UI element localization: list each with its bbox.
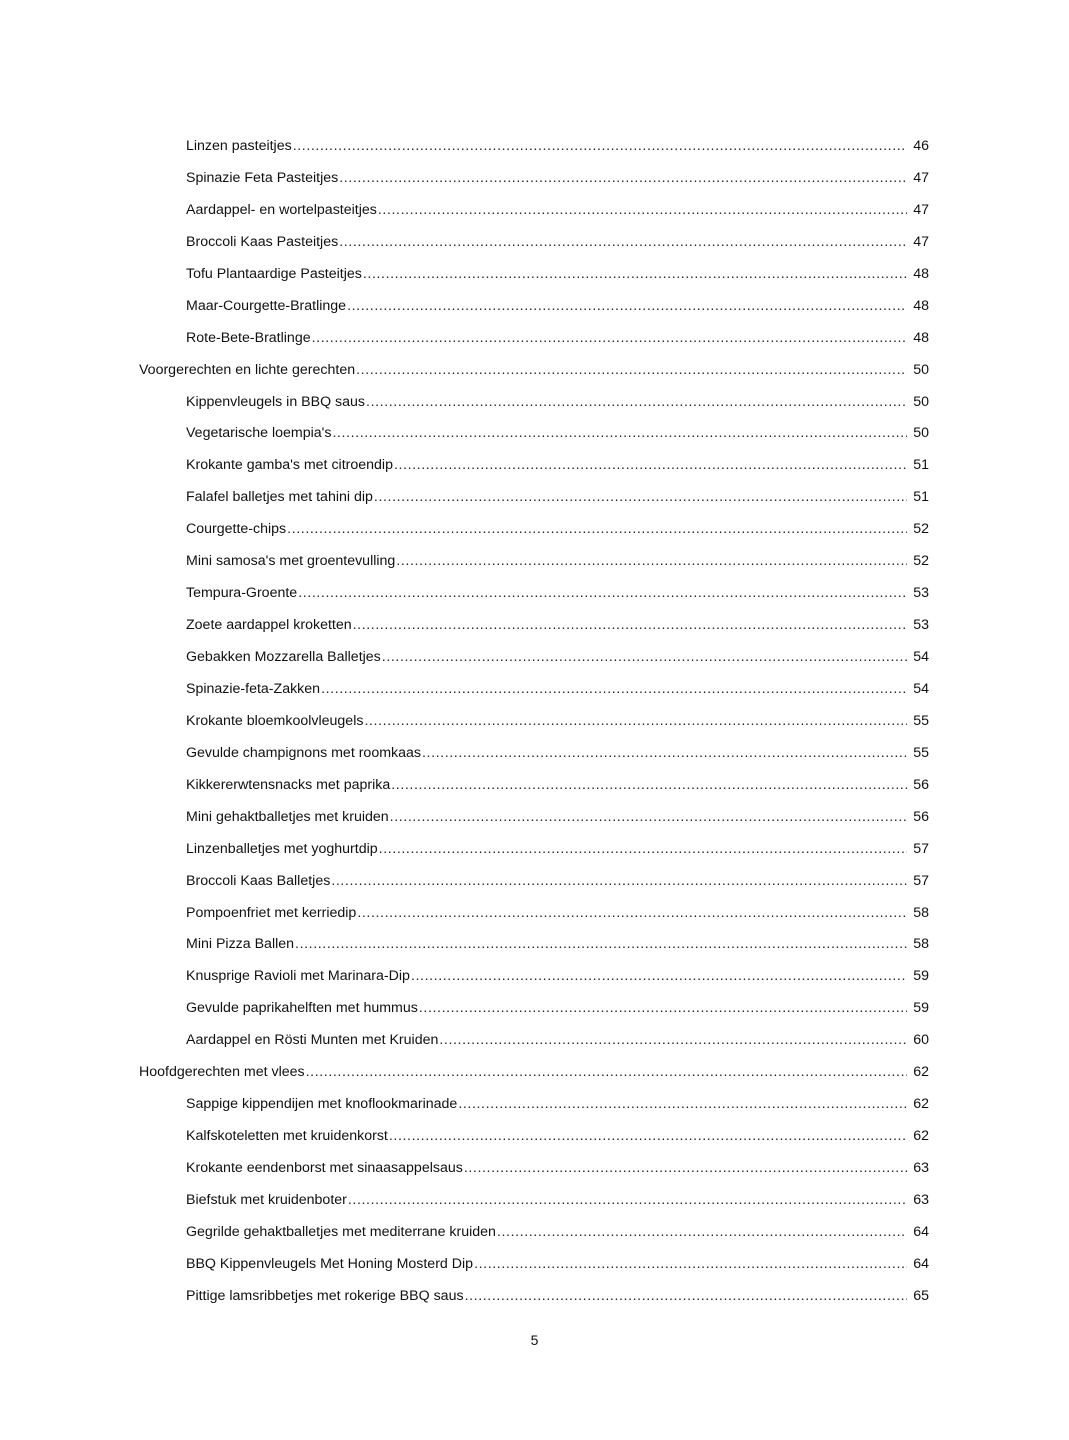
toc-entry-title: Kalfskoteletten met kruidenkorst bbox=[186, 1128, 388, 1145]
toc-entry-line bbox=[186, 394, 929, 410]
toc-entry-title: Krokante eendenborst met sinaasappelsaus bbox=[186, 1160, 463, 1176]
toc-entry[interactable] bbox=[0, 164, 1069, 196]
toc-entry-title: Courgette-chips bbox=[186, 521, 287, 538]
table-of-contents bbox=[0, 132, 1069, 1314]
toc-entry-line bbox=[186, 873, 929, 889]
toc-entry[interactable] bbox=[0, 579, 1069, 611]
toc-entry-title: Broccoli Kaas Pasteitjes bbox=[186, 233, 339, 250]
toc-entry-page-number: 47 bbox=[913, 201, 929, 218]
toc-entry-title: Linzenballetjes met yoghurtdip bbox=[186, 840, 378, 857]
dot-leader bbox=[366, 394, 907, 410]
toc-entry-page-number: 53 bbox=[913, 617, 929, 634]
toc-entry-page-number: 62 bbox=[913, 1128, 929, 1145]
toc-entry-line bbox=[186, 745, 929, 761]
toc-entry[interactable] bbox=[0, 994, 1069, 1026]
toc-entry-page-number: 57 bbox=[913, 840, 929, 857]
toc-entry-line bbox=[186, 553, 929, 569]
toc-entry-page-number: 54 bbox=[913, 680, 929, 697]
toc-entry-line bbox=[186, 521, 929, 537]
dot-leader bbox=[363, 266, 907, 282]
toc-entry[interactable] bbox=[0, 1154, 1069, 1186]
toc-entry[interactable] bbox=[0, 515, 1069, 547]
toc-entry-title: Vegetarische loempia's bbox=[186, 425, 332, 442]
toc-entry-line bbox=[186, 713, 929, 729]
toc-entry-page-number: 48 bbox=[913, 265, 929, 282]
dot-leader bbox=[331, 873, 907, 889]
dot-leader bbox=[321, 681, 907, 697]
toc-entry-line bbox=[186, 777, 929, 793]
dot-leader bbox=[458, 1096, 907, 1112]
dot-leader bbox=[356, 362, 907, 378]
toc-entry-line bbox=[139, 362, 929, 378]
dot-leader bbox=[419, 1000, 907, 1016]
toc-entry-title: Mini samosa's met groentevulling bbox=[186, 553, 396, 570]
page-number: 5 bbox=[530, 1332, 539, 1348]
dot-leader bbox=[353, 617, 907, 633]
dot-leader bbox=[474, 1256, 907, 1272]
toc-entry-page-number: 56 bbox=[913, 776, 929, 793]
toc-entry-page-number: 47 bbox=[913, 169, 929, 186]
dot-leader bbox=[347, 298, 907, 314]
toc-entry-title: Maar-Courgette-Bratlinge bbox=[186, 297, 347, 314]
toc-entry-title: Pompoenfriet met kerriedip bbox=[186, 904, 357, 921]
dot-leader bbox=[411, 968, 907, 984]
toc-entry-line bbox=[186, 489, 929, 505]
dot-leader bbox=[295, 936, 907, 952]
toc-entry-page-number: 46 bbox=[913, 138, 929, 154]
dot-leader bbox=[306, 1064, 907, 1080]
dot-leader bbox=[439, 1032, 907, 1048]
toc-entry-page-number: 58 bbox=[913, 936, 929, 953]
toc-entry[interactable] bbox=[0, 835, 1069, 867]
toc-entry-title: Broccoli Kaas Balletjes bbox=[186, 872, 331, 889]
toc-section-entry[interactable] bbox=[0, 356, 1069, 388]
toc-entry-title: Spinazie Feta Pasteitjes bbox=[186, 169, 339, 186]
toc-entry-line bbox=[186, 1160, 929, 1176]
toc-entry-page-number: 57 bbox=[913, 872, 929, 889]
toc-entry-title: Pittige lamsribbetjes met rokerige BBQ saus bbox=[186, 1287, 464, 1304]
toc-entry[interactable] bbox=[0, 803, 1069, 835]
dot-leader bbox=[357, 905, 907, 921]
toc-entry-line bbox=[186, 266, 929, 282]
toc-entry-title: Falafel balletjes met tahini dip bbox=[186, 489, 373, 506]
toc-entry-line bbox=[186, 1000, 929, 1016]
toc-entry-page-number: 62 bbox=[913, 1064, 929, 1081]
toc-entry-line bbox=[186, 1032, 929, 1048]
dot-leader bbox=[293, 138, 907, 154]
toc-entry-line bbox=[186, 457, 929, 473]
toc-entry-page-number: 55 bbox=[913, 744, 929, 761]
toc-entry-title: Rote-Bete-Bratlinge bbox=[186, 329, 311, 346]
toc-entry[interactable] bbox=[0, 228, 1069, 260]
toc-entry[interactable] bbox=[0, 962, 1069, 994]
toc-entry-line bbox=[186, 425, 929, 441]
toc-entry-line bbox=[186, 936, 929, 952]
toc-entry-page-number: 59 bbox=[913, 968, 929, 985]
toc-entry-title: Gegrilde gehaktballetjes met mediterrane kruiden bbox=[186, 1223, 496, 1240]
toc-entry[interactable] bbox=[0, 1250, 1069, 1282]
toc-entry-title: Biefstuk met kruidenboter bbox=[186, 1191, 347, 1208]
toc-entry[interactable] bbox=[0, 260, 1069, 292]
toc-entry-page-number: 56 bbox=[913, 808, 929, 825]
toc-entry-page-number: 62 bbox=[913, 1096, 929, 1113]
dot-leader bbox=[287, 521, 907, 537]
toc-entry-line bbox=[186, 905, 929, 921]
toc-entry[interactable] bbox=[0, 675, 1069, 707]
toc-entry-page-number: 51 bbox=[913, 489, 929, 506]
dot-leader bbox=[339, 170, 907, 186]
toc-entry-page-number: 63 bbox=[913, 1191, 929, 1208]
toc-entry-page-number: 64 bbox=[913, 1255, 929, 1272]
dot-leader bbox=[378, 202, 907, 218]
dot-leader bbox=[348, 1192, 907, 1208]
toc-entry-title: Linzen pasteitjes bbox=[186, 138, 292, 154]
toc-entry[interactable] bbox=[0, 132, 1069, 164]
dot-leader bbox=[390, 809, 907, 825]
toc-entry-page-number: 59 bbox=[913, 1000, 929, 1017]
dot-leader bbox=[391, 777, 907, 793]
toc-entry-page-number: 55 bbox=[913, 712, 929, 729]
toc-entry-page-number: 63 bbox=[913, 1160, 929, 1176]
toc-entry-page-number: 53 bbox=[913, 585, 929, 602]
toc-entry-title: Tofu Plantaardige Pasteitjes bbox=[186, 265, 362, 282]
toc-entry-page-number: 48 bbox=[913, 329, 929, 346]
toc-entry[interactable] bbox=[0, 324, 1069, 356]
toc-entry-line bbox=[186, 968, 929, 984]
toc-entry-title: Voorgerechten en lichte gerechten bbox=[139, 361, 356, 378]
toc-entry-line bbox=[186, 202, 929, 218]
toc-entry-line bbox=[186, 1128, 929, 1144]
toc-entry-page-number: 65 bbox=[913, 1287, 929, 1304]
toc-entry-title: Krokante bloemkoolvleugels bbox=[186, 712, 364, 729]
toc-entry-line bbox=[186, 234, 929, 250]
toc-entry[interactable] bbox=[0, 930, 1069, 962]
toc-entry[interactable] bbox=[0, 419, 1069, 451]
dot-leader bbox=[339, 234, 907, 250]
toc-entry[interactable] bbox=[0, 1026, 1069, 1058]
dot-leader bbox=[465, 1288, 907, 1304]
toc-entry-title: Kippenvleugels in BBQ saus bbox=[186, 393, 366, 410]
dot-leader bbox=[422, 745, 907, 761]
dot-leader bbox=[298, 585, 907, 601]
toc-section-entry[interactable] bbox=[0, 1058, 1069, 1090]
toc-entry-title: Gevulde paprikahelften met hummus bbox=[186, 1000, 418, 1017]
toc-entry[interactable] bbox=[0, 1122, 1069, 1154]
toc-entry-page-number: 52 bbox=[913, 521, 929, 538]
dot-leader bbox=[497, 1224, 907, 1240]
toc-entry-line bbox=[186, 1224, 929, 1240]
toc-entry-title: Tempura-Groente bbox=[186, 585, 298, 602]
toc-entry-line bbox=[186, 585, 929, 601]
toc-entry-title: Kikkererwtensnacks met paprika bbox=[186, 776, 391, 793]
toc-entry[interactable] bbox=[0, 611, 1069, 643]
toc-entry-line bbox=[186, 1256, 929, 1272]
toc-entry-page-number: 50 bbox=[913, 361, 929, 378]
toc-entry-title: Spinazie-feta-Zakken bbox=[186, 680, 321, 697]
toc-entry-page-number: 60 bbox=[913, 1032, 929, 1049]
dot-leader bbox=[394, 457, 907, 473]
toc-entry-page-number: 52 bbox=[913, 553, 929, 570]
toc-entry-page-number: 51 bbox=[913, 457, 929, 474]
toc-entry-line bbox=[186, 681, 929, 697]
toc-entry-title: Sappige kippendijen met knoflookmarinade bbox=[186, 1096, 458, 1113]
toc-entry[interactable] bbox=[0, 292, 1069, 324]
toc-entry[interactable] bbox=[0, 1282, 1069, 1314]
toc-entry-line bbox=[186, 138, 929, 154]
toc-entry-line bbox=[186, 841, 929, 857]
toc-entry-title: Gebakken Mozzarella Balletjes bbox=[186, 649, 381, 665]
toc-entry-title: Zoete aardappel kroketten bbox=[186, 617, 352, 634]
dot-leader bbox=[464, 1160, 907, 1176]
toc-entry[interactable] bbox=[0, 388, 1069, 420]
toc-entry-line bbox=[186, 1288, 929, 1304]
dot-leader bbox=[364, 713, 907, 729]
toc-entry-title: Krokante gamba's met citroendip bbox=[186, 457, 393, 474]
toc-entry-line bbox=[186, 649, 929, 665]
dot-leader bbox=[379, 841, 907, 857]
toc-entry-page-number: 64 bbox=[913, 1223, 929, 1240]
toc-entry-title: Aardappel en Rösti Munten met Kruiden bbox=[186, 1032, 439, 1049]
toc-entry-line bbox=[186, 617, 929, 633]
toc-entry-line bbox=[186, 1192, 929, 1208]
toc-entry[interactable] bbox=[0, 867, 1069, 899]
toc-entry[interactable] bbox=[0, 1090, 1069, 1122]
dot-leader bbox=[382, 649, 907, 665]
toc-entry-page-number: 54 bbox=[913, 649, 929, 665]
toc-entry[interactable] bbox=[0, 707, 1069, 739]
toc-entry-line bbox=[139, 1064, 929, 1080]
toc-entry-page-number: 50 bbox=[913, 425, 929, 442]
dot-leader bbox=[396, 553, 907, 569]
toc-entry-line bbox=[186, 809, 929, 825]
toc-entry-title: Gevulde champignons met roomkaas bbox=[186, 744, 422, 761]
toc-entry-title: Knusprige Ravioli met Marinara-Dip bbox=[186, 968, 410, 985]
dot-leader bbox=[312, 330, 907, 346]
toc-entry[interactable] bbox=[0, 1186, 1069, 1218]
toc-entry-line bbox=[186, 330, 929, 346]
toc-entry-line bbox=[186, 298, 929, 314]
toc-entry[interactable] bbox=[0, 451, 1069, 483]
dot-leader bbox=[332, 425, 907, 441]
toc-entry-line bbox=[186, 170, 929, 186]
toc-entry[interactable] bbox=[0, 899, 1069, 931]
toc-entry[interactable] bbox=[0, 643, 1069, 675]
toc-entry-title: Aardappel- en wortelpasteitjes bbox=[186, 201, 377, 218]
toc-entry-page-number: 48 bbox=[913, 297, 929, 314]
toc-entry-page-number: 50 bbox=[913, 393, 929, 410]
toc-entry-line bbox=[186, 1096, 929, 1112]
toc-entry-title: Hoofdgerechten met vlees bbox=[139, 1064, 305, 1081]
toc-entry[interactable] bbox=[0, 739, 1069, 771]
toc-entry-title: BBQ Kippenvleugels Met Honing Mosterd Dip bbox=[186, 1255, 474, 1272]
dot-leader bbox=[389, 1128, 907, 1144]
toc-entry[interactable] bbox=[0, 547, 1069, 579]
toc-entry-title: Mini gehaktballetjes met kruiden bbox=[186, 808, 389, 825]
toc-entry[interactable] bbox=[0, 1218, 1069, 1250]
toc-entry[interactable] bbox=[0, 483, 1069, 515]
toc-entry-page-number: 47 bbox=[913, 233, 929, 250]
dot-leader bbox=[374, 489, 907, 505]
toc-entry[interactable] bbox=[0, 771, 1069, 803]
toc-entry[interactable] bbox=[0, 196, 1069, 228]
toc-entry-page-number: 58 bbox=[913, 904, 929, 921]
toc-entry-title: Mini Pizza Ballen bbox=[186, 936, 295, 953]
